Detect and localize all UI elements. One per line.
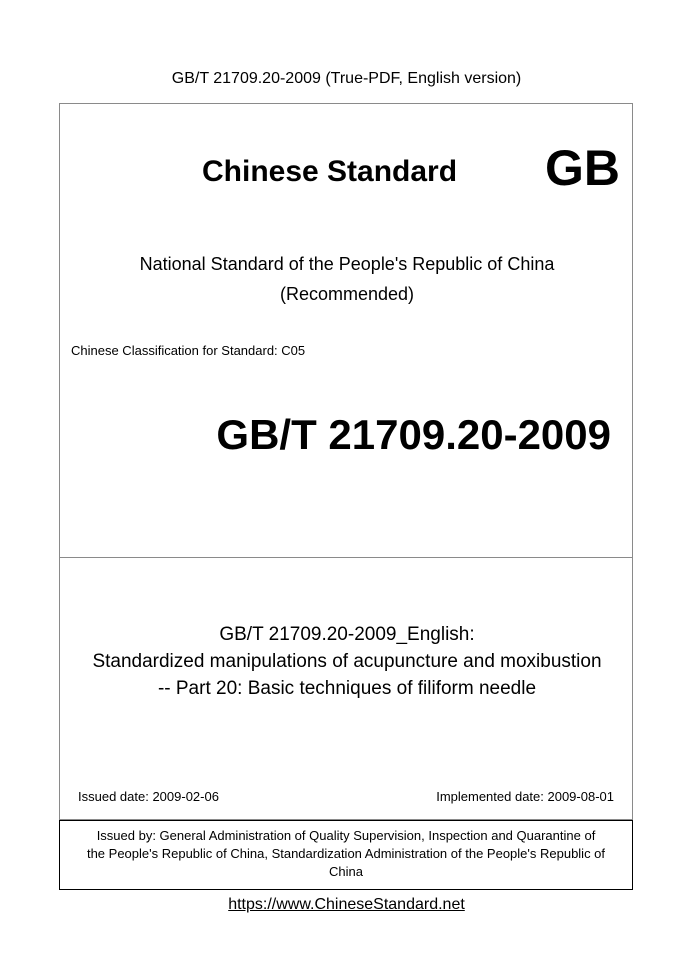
issuer-box [59,820,633,890]
issued-date: Issued date: 2009-02-06 [78,789,219,804]
title-frame [59,557,633,820]
document-caption: GB/T 21709.20-2009 (True-PDF, English version) [171,70,522,87]
classification-text: Chinese Classification for Standard: C05 [71,343,306,358]
issuer-line-2: the People's Republic of China, Standardization Administration of the People's Republic of [86,846,606,861]
website-footer [0,894,693,916]
issuer-line-1: Issued by: General Administration of Quality Supervision, Inspection and Quarantine of [96,828,596,843]
issuer-line-3: China [329,864,363,879]
title-line-3: -- Part 20: Basic techniques of filiform needle [157,678,537,699]
chinese-standard-heading: Chinese Standard [202,155,458,188]
website-link[interactable]: https://www.ChineseStandard.net [228,896,465,913]
cover-frame [59,103,633,558]
implemented-date: Implemented date: 2009-08-01 [436,789,614,804]
document-title [60,621,634,702]
standard-number: GB/T 21709.20-2009 [216,411,611,458]
gb-mark: GB [545,140,620,196]
title-line-1: GB/T 21709.20-2009_English: [219,624,475,645]
recommended-line: (Recommended) [279,284,415,304]
title-line-2: Standardized manipulations of acupuncture and moxibustion [92,651,602,672]
national-standard-line: National Standard of the People's Republic of China [139,254,555,274]
